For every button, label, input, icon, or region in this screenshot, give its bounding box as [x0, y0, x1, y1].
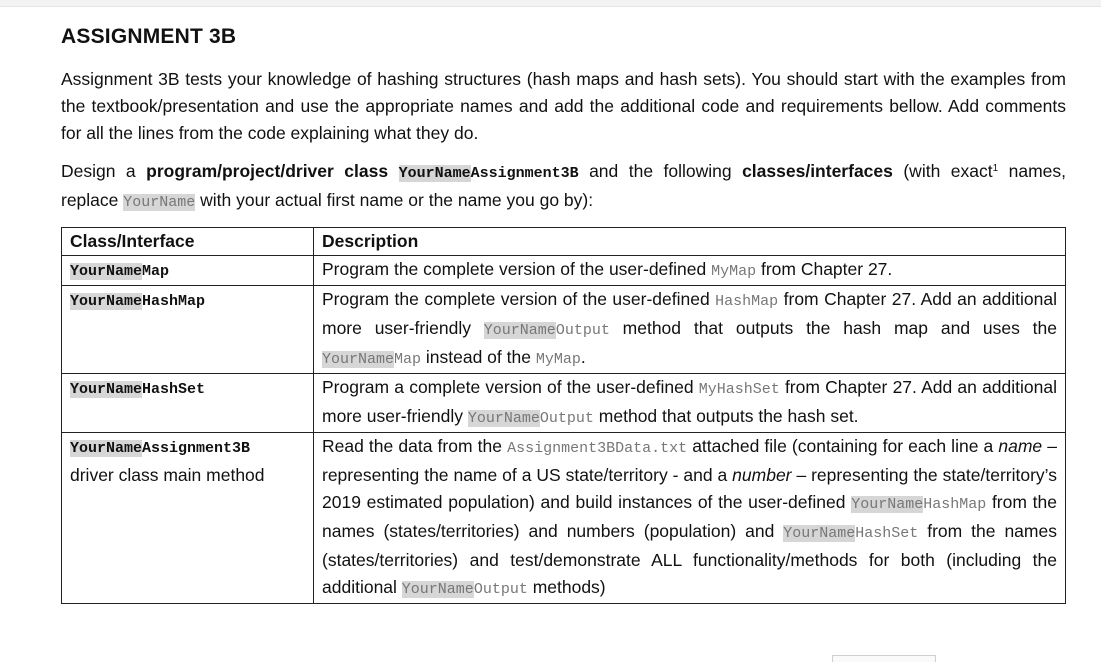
desc-text: from Chapter 27.: [756, 259, 893, 279]
design-text: Design a: [61, 161, 147, 181]
design-bold-classes: classes/interfaces: [742, 161, 893, 181]
description-cell: [314, 286, 1066, 374]
desc-text: Read the data from the: [322, 436, 508, 456]
table-row: [62, 286, 1066, 374]
desc-code: MyMap: [711, 263, 757, 280]
desc-text: .: [580, 347, 586, 367]
class-name-prefix: YourName: [70, 263, 143, 280]
table-row: [62, 374, 1066, 433]
description-cell: [314, 374, 1066, 433]
code-yourname-placeholder: YourName: [123, 194, 196, 211]
desc-code: MyMap: [535, 351, 581, 368]
desc-code-highlight: YourName: [401, 581, 474, 598]
desc-code-highlight: YourName: [783, 525, 856, 542]
desc-text: from Chapter 27. Add an additional more user-friendly: [322, 289, 1057, 338]
table-row: [62, 256, 1066, 286]
code-assignment3b: Assignment3B: [470, 165, 579, 182]
description-cell: [314, 433, 1066, 604]
desc-text: from the names (states/territories) and test/demonstrate ALL functionality/methods for both (including the additional: [322, 521, 1057, 597]
design-text: and the following: [578, 161, 743, 181]
desc-code-highlight: YourName: [483, 322, 556, 339]
class-name-prefix: YourName: [70, 293, 143, 310]
desc-text: method that outputs the hash map and uses the: [609, 318, 1057, 338]
desc-text: – representing the name of a US state/territory - and a: [322, 436, 1057, 485]
desc-code: HashMap: [923, 496, 987, 513]
desc-text: methods): [527, 577, 606, 597]
desc-text: Program a complete version of the user-defined: [322, 377, 699, 397]
class-name-cell: [62, 286, 314, 374]
table-header-row: [62, 228, 1066, 256]
desc-text: attached file (containing for each line a: [687, 436, 999, 456]
table-row: [62, 433, 1066, 604]
design-text: [388, 161, 398, 181]
header-class-interface: Class/Interface: [62, 228, 314, 256]
desc-code: HashMap: [715, 293, 779, 310]
desc-italic: number: [732, 465, 792, 485]
desc-text: from Chapter 27. Add an additional more user-friendly: [322, 377, 1058, 426]
class-name-suffix: HashSet: [142, 381, 206, 398]
desc-code: Output: [473, 581, 528, 598]
class-name-cell: [62, 256, 314, 286]
code-yourname-highlight: YourName: [398, 165, 471, 182]
desc-text: Program the complete version of the user-defined: [322, 289, 716, 309]
desc-code-highlight: YourName: [851, 496, 924, 513]
design-text: (with exact: [892, 161, 993, 181]
header-description: Description: [314, 228, 1066, 256]
document-page: [61, 22, 1066, 604]
desc-code: Output: [555, 322, 610, 339]
desc-text: Program the complete version of the user-defined: [322, 259, 712, 279]
desc-text: method that outputs the hash set.: [593, 406, 859, 426]
footnote-marker: 1: [992, 163, 999, 174]
intro-paragraph: Assignment 3B tests your knowledge of hashing structures (hash maps and hash sets). You should start with the examples from the textbook/presentation and use the appropriate names and add the additional code and requirements bellow. Add comments for all the lines from the code explaining what they do.: [61, 69, 1066, 143]
desc-text: – representing the state/territory’s 2019 estimated population) and build instances of the user-defined: [322, 465, 1058, 512]
desc-italic: name: [998, 436, 1043, 456]
desc-text: instead of the: [421, 347, 536, 367]
class-name-suffix: Map: [142, 263, 170, 280]
class-name-cell: [62, 374, 314, 433]
description-cell: [314, 256, 1066, 286]
desc-code-highlight: YourName: [467, 410, 540, 427]
design-paragraph: [61, 158, 1066, 216]
desc-code-filename: Assignment3BData.txt: [507, 440, 688, 457]
class-name-prefix: YourName: [70, 381, 143, 398]
classes-table: [61, 227, 1066, 604]
class-name-note: driver class main method: [70, 465, 265, 485]
design-bold-program: program/project/driver class: [146, 161, 389, 181]
assignment-title: ASSIGNMENT 3B: [61, 25, 237, 48]
desc-text: from the names (states/territories) and numbers (population) and: [322, 492, 1057, 541]
desc-code: HashSet: [855, 525, 919, 542]
design-text: names, replace: [61, 161, 1067, 210]
class-name-suffix: HashMap: [142, 293, 206, 310]
desc-code: Map: [394, 351, 422, 368]
design-text: with your actual first name or the name you go by):: [195, 190, 594, 210]
top-edge: [0, 0, 1101, 7]
desc-code: Output: [539, 410, 594, 427]
class-name-cell: [62, 433, 314, 604]
desc-code-highlight: YourName: [322, 351, 395, 368]
class-name-prefix: YourName: [70, 440, 143, 457]
desc-code: MyHashSet: [698, 381, 780, 398]
class-name-suffix: Assignment3B: [142, 440, 251, 457]
